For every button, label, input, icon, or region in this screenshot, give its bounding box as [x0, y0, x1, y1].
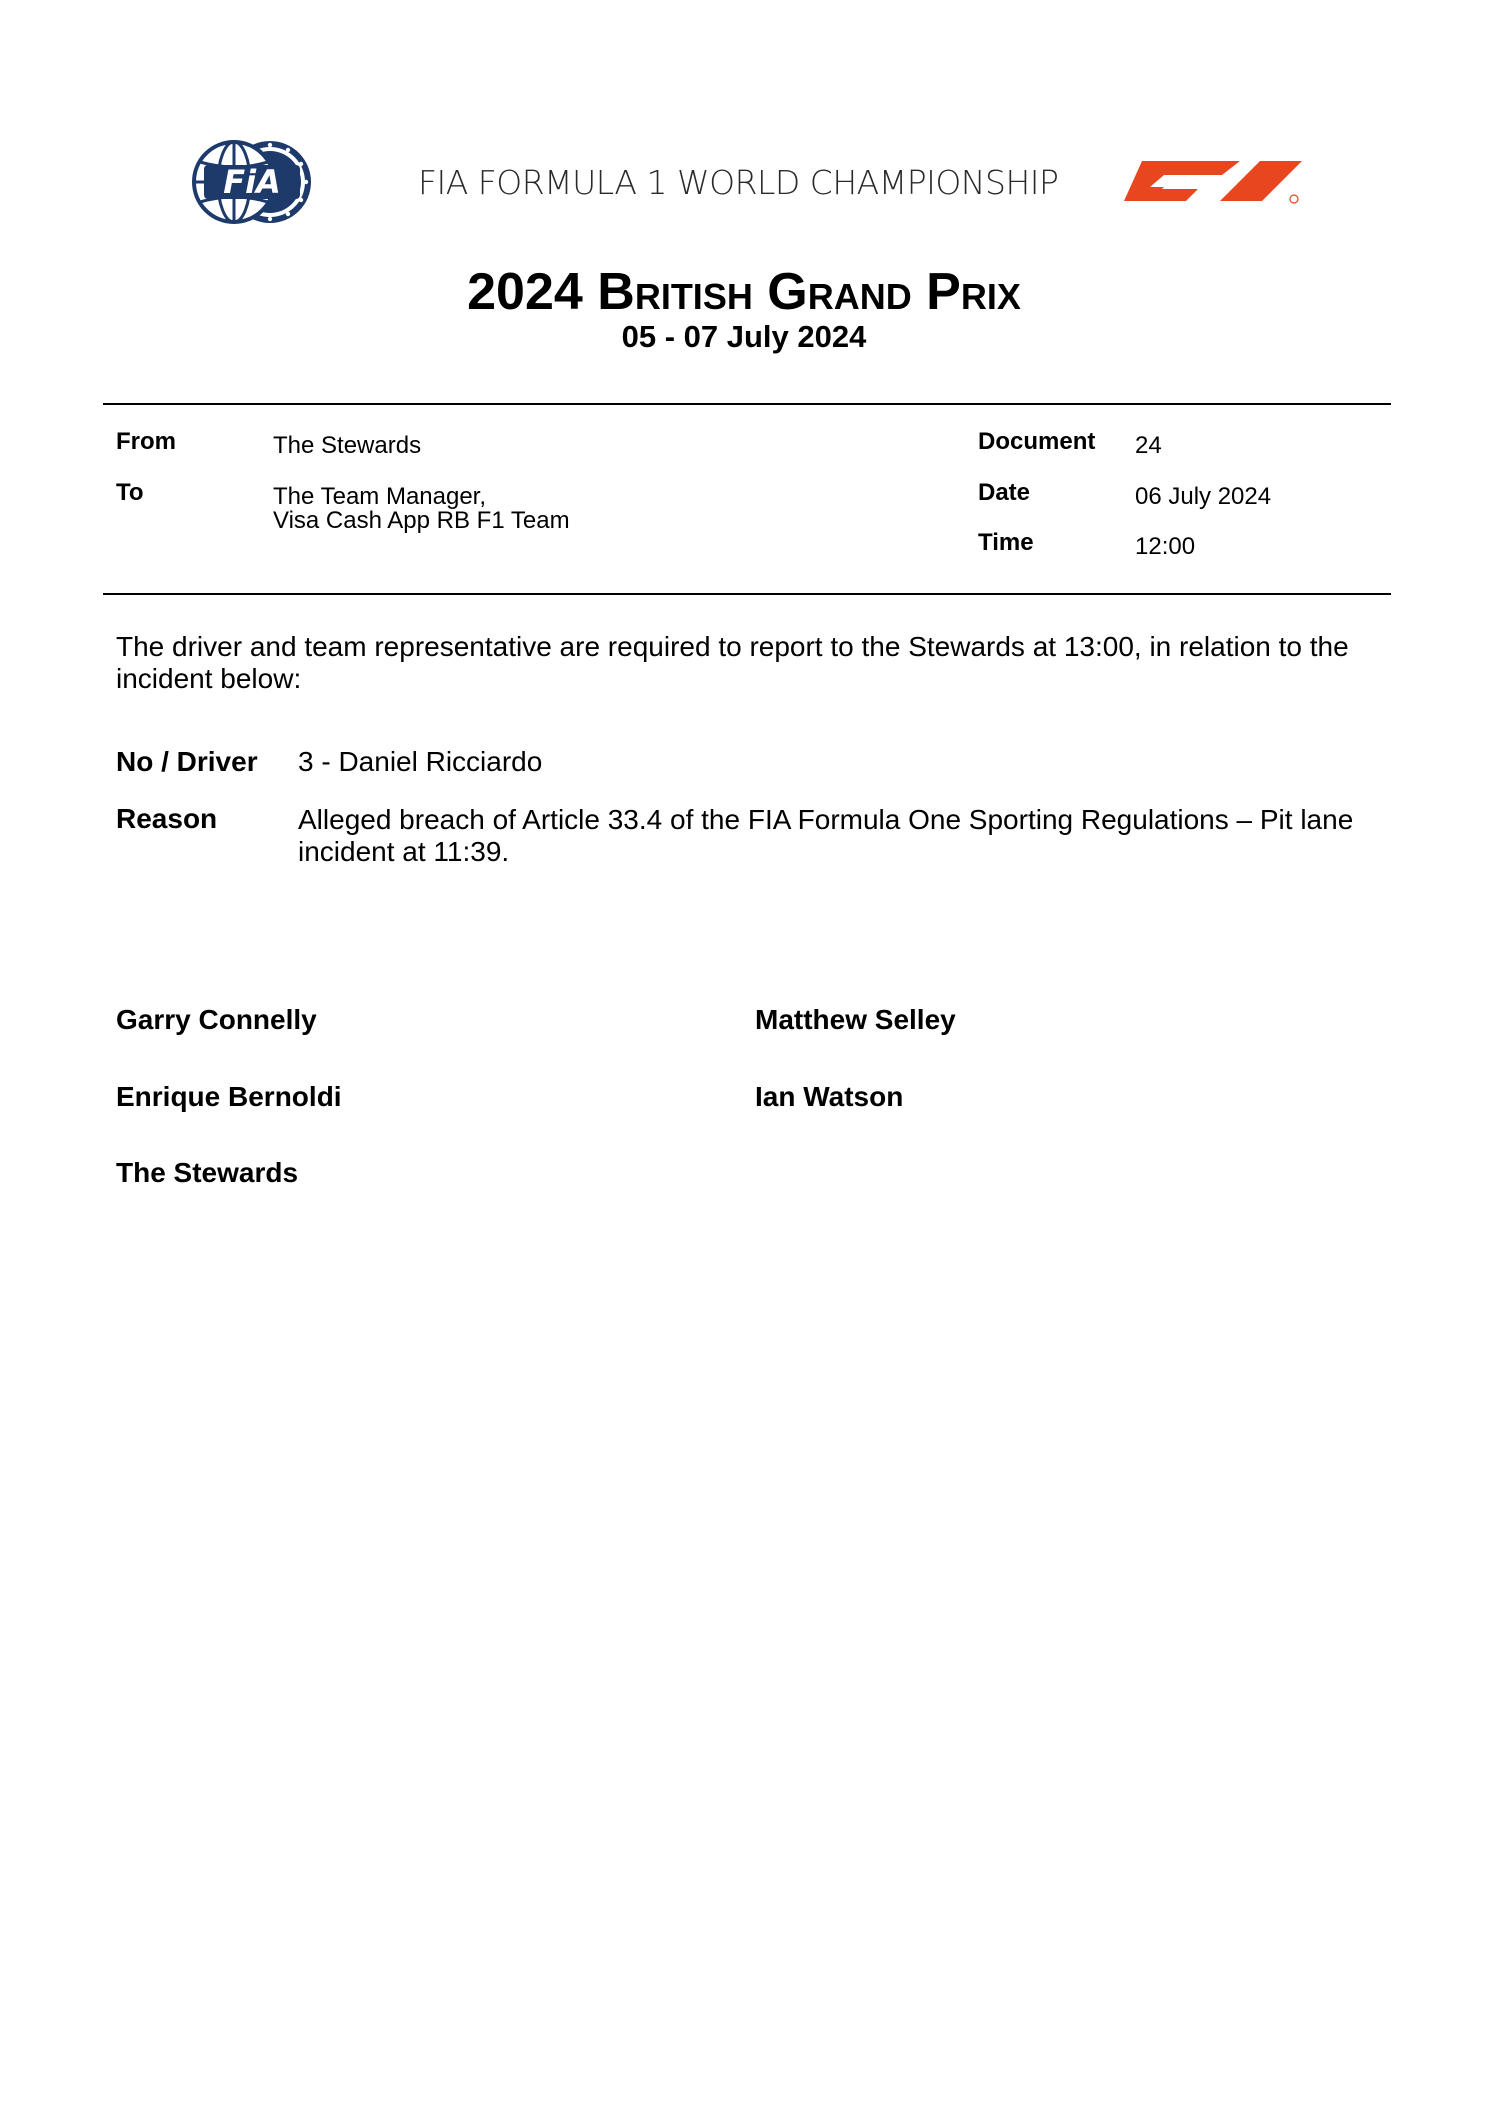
divider-top: [103, 403, 1391, 405]
to-value-line1: The Team Manager,: [273, 483, 487, 510]
driver-label: No / Driver: [116, 746, 258, 777]
svg-text:FiA: FiA: [223, 163, 281, 201]
reason-value: Alleged breach of Article 33.4 of the FIA Formula One Sporting Regulations – Pit lane incident at 11:39.: [298, 804, 1354, 867]
fia-logo: [190, 138, 318, 226]
event-dates: 05 - 07 July 2024: [621, 319, 867, 354]
reason-label: Reason: [116, 803, 218, 834]
championship-title: FIA FORMULA 1 WORLD CHAMPIONSHIP: [418, 163, 1059, 202]
steward-name: Ian Watson: [755, 1081, 904, 1112]
document-label: Document: [978, 428, 1096, 455]
date-value: 06 July 2024: [1135, 483, 1272, 510]
date-label: Date: [978, 479, 1031, 506]
document-number: 24: [1135, 432, 1162, 459]
f1-logo: [1120, 157, 1304, 207]
driver-value: 3 - Daniel Ricciardo: [298, 746, 543, 777]
summons-intro: The driver and team representative are required to report to the Stewards at 13:00, in relation to the incident below:: [116, 631, 1349, 694]
to-label: To: [116, 479, 144, 506]
from-label: From: [116, 428, 176, 455]
steward-name: Enrique Bernoldi: [116, 1081, 342, 1112]
time-label: Time: [978, 529, 1034, 556]
from-value: The Stewards: [273, 432, 422, 459]
divider-bottom: [103, 593, 1391, 595]
steward-name: Garry Connelly: [116, 1004, 317, 1035]
steward-name: Matthew Selley: [755, 1004, 956, 1035]
event-title: 2024 British Grand Prix: [467, 263, 1021, 321]
time-value: 12:00: [1135, 533, 1196, 560]
to-value-line2: Visa Cash App RB F1 Team: [273, 507, 570, 534]
stewards-closing: The Stewards: [116, 1157, 299, 1188]
